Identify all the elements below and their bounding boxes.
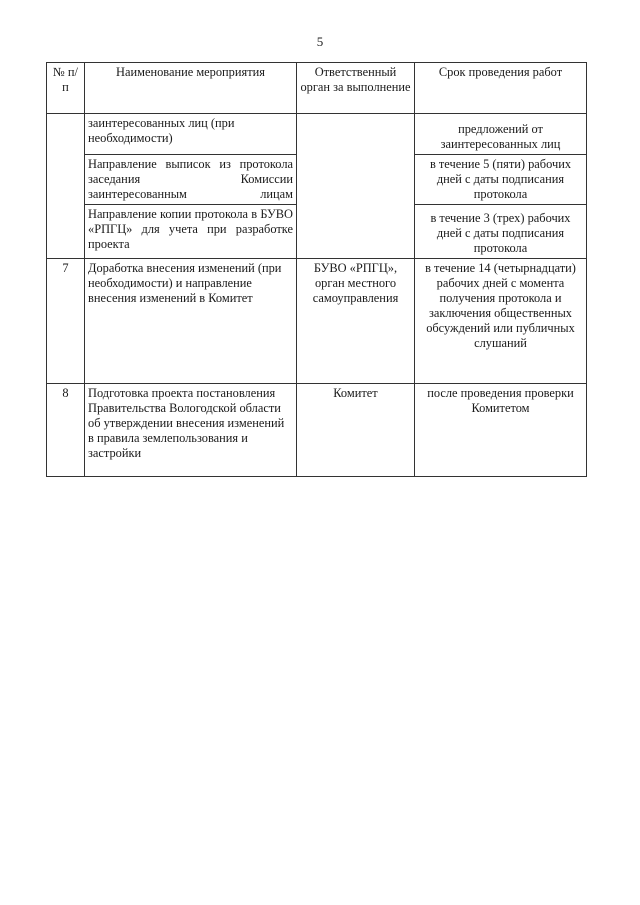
event-name: Направление копии протокола в БУВО «РПГЦ» для учета при разработке проекта: [85, 205, 297, 259]
table-row: [47, 114, 587, 155]
responsible-organ: Комитет: [297, 384, 415, 477]
header-organ: Ответственный орган за выполнение: [297, 63, 415, 114]
event-name: Подготовка проекта постановления Правительства Вологодской области об утверждении внесения изменений в правила землепользования и застройки: [85, 384, 297, 477]
event-term: в течение 3 (трех) рабочих дней с даты подписания протокола: [415, 205, 587, 259]
event-term: после проведения проверки Комитетом: [415, 384, 587, 477]
page-number: 5: [316, 34, 324, 49]
event-name: Направление выписок из протокола заседания Комиссии заинтересованным лицам: [85, 155, 297, 205]
event-term: в течение 14 (четырнадцати) рабочих дней с момента получения протокола и заключения общественных обсуждений или публичных слушаний: [415, 259, 587, 384]
header-term: Срок проведения работ: [415, 63, 587, 114]
responsible-organ: [297, 114, 415, 259]
events-table: [46, 62, 587, 477]
responsible-organ: БУВО «РПГЦ», орган местного самоуправления: [297, 259, 415, 384]
row-num: [47, 114, 85, 259]
event-name: Доработка внесения изменений (при необходимости) и направление внесения изменений в Комитет: [85, 259, 297, 384]
table-row: [47, 259, 587, 384]
table-row: [47, 384, 587, 477]
row-num: 8: [47, 384, 85, 477]
row-num: 7: [47, 259, 85, 384]
event-name: заинтересованных лиц (при необходимости): [85, 114, 297, 155]
event-term: предложений от заинтересованных лиц: [415, 114, 587, 155]
header-num: № п/п: [47, 63, 85, 114]
table-header-row: [47, 63, 587, 114]
header-name: Наименование мероприятия: [85, 63, 297, 114]
event-term: в течение 5 (пяти) рабочих дней с даты подписания протокола: [415, 155, 587, 205]
